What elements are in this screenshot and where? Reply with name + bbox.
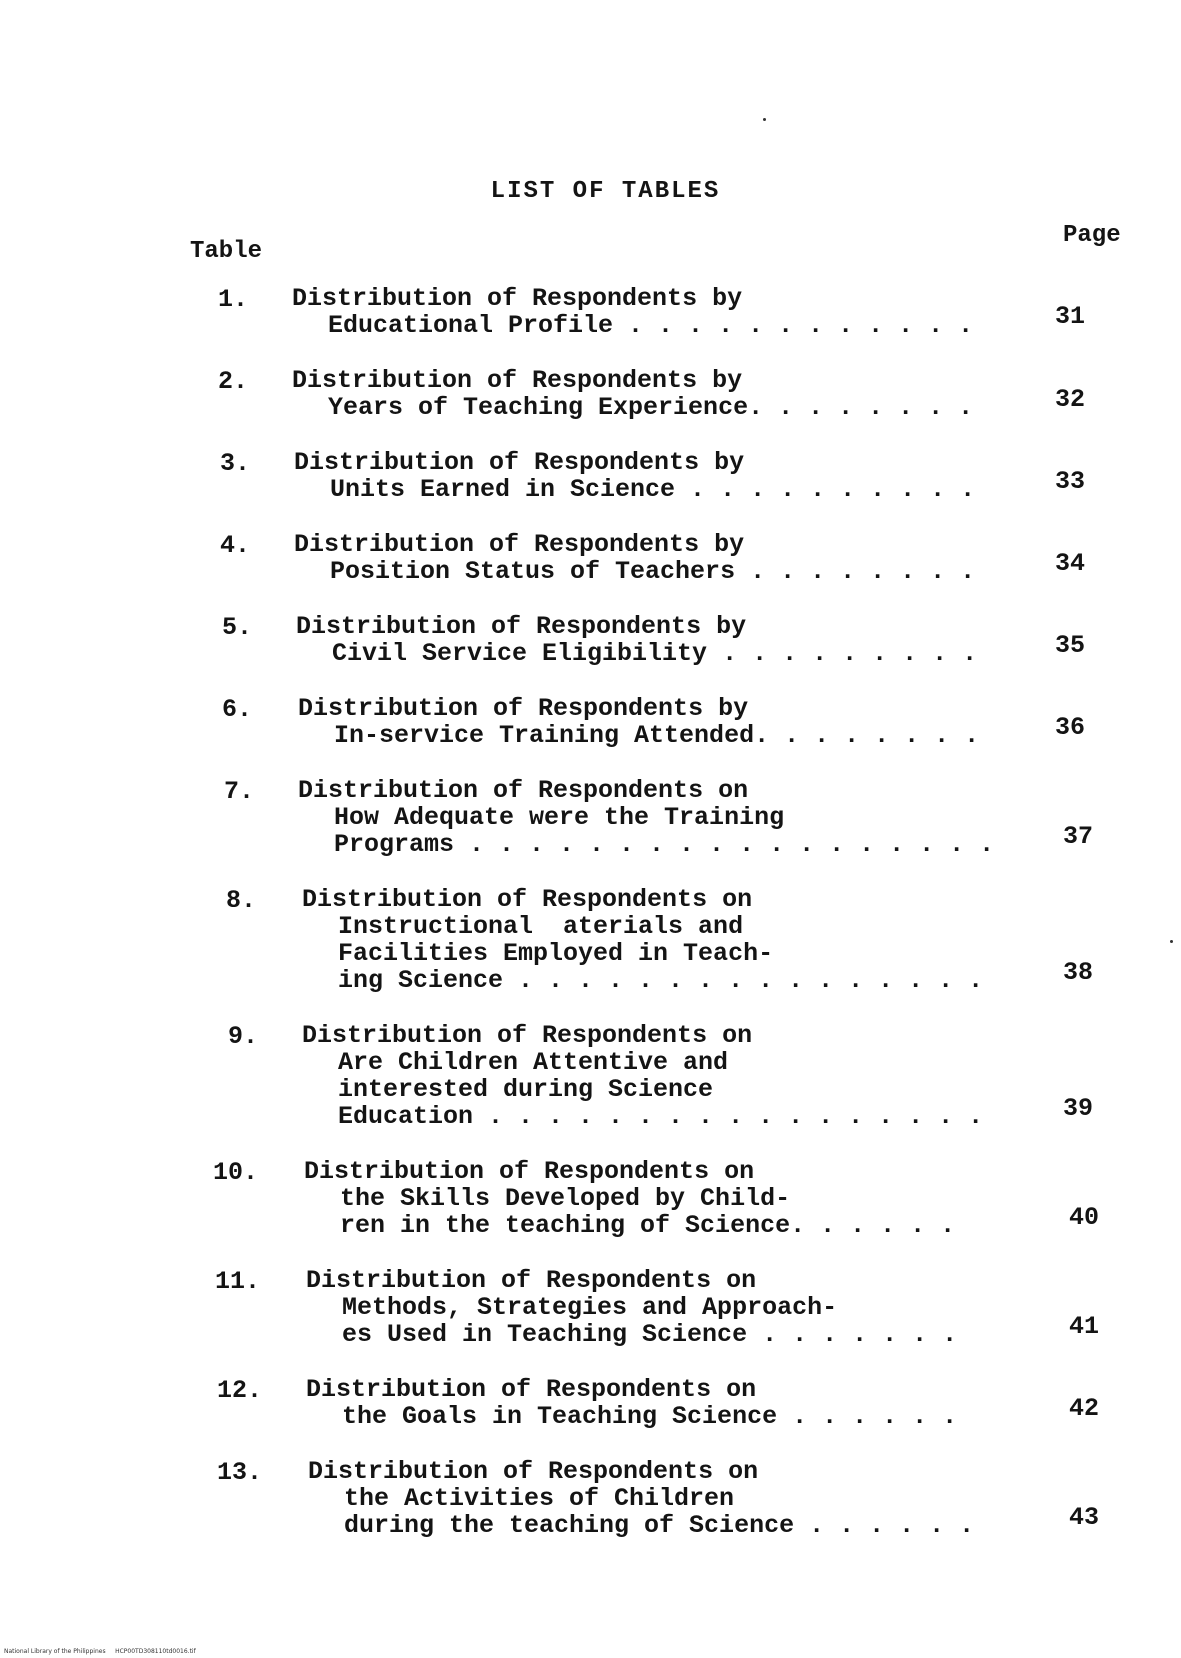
page-number: 39 bbox=[1062, 1094, 1093, 1123]
table-number: 6. bbox=[221, 695, 252, 724]
caption-line: Methods, Strategies and Approach- bbox=[342, 1293, 838, 1322]
page-number: 43 bbox=[1068, 1503, 1099, 1532]
page-number: 33 bbox=[1054, 467, 1085, 496]
caption-line: Distribution of Respondents on bbox=[304, 1157, 755, 1186]
caption-line: Distribution of Respondents on bbox=[298, 776, 749, 805]
page-column-header: Page bbox=[1063, 222, 1121, 249]
page-number: 32 bbox=[1054, 385, 1085, 414]
table-column-header: Table bbox=[190, 238, 263, 265]
table-number: 8. bbox=[225, 886, 256, 915]
table-caption bbox=[298, 777, 994, 858]
caption-line: Position Status of Teachers . . . . . . . . bbox=[330, 557, 976, 586]
page-number: 42 bbox=[1068, 1394, 1099, 1423]
table-number: 3. bbox=[219, 449, 250, 478]
page-number: 31 bbox=[1054, 302, 1085, 331]
table-number: 12. bbox=[216, 1376, 262, 1405]
page-number: 34 bbox=[1054, 549, 1085, 578]
page-number: 36 bbox=[1054, 713, 1085, 742]
caption-line: Distribution of Respondents on bbox=[306, 1266, 757, 1295]
table-number: 2. bbox=[217, 367, 248, 396]
caption-line: Distribution of Respondents by bbox=[292, 284, 743, 313]
page-number: 38 bbox=[1062, 958, 1093, 987]
table-caption bbox=[298, 695, 979, 749]
caption-line: interested during Science bbox=[338, 1075, 714, 1104]
caption-line: Are Children Attentive and bbox=[338, 1048, 729, 1077]
table-caption bbox=[296, 613, 977, 667]
caption-line: the Goals in Teaching Science . . . . . . bbox=[342, 1402, 958, 1431]
page-number: 40 bbox=[1068, 1203, 1099, 1232]
table-caption bbox=[292, 367, 973, 421]
caption-line: Instructional aterials and bbox=[338, 912, 744, 941]
caption-line: ing Science . . . . . . . . . . . . . . . . bbox=[338, 966, 984, 995]
table-caption bbox=[292, 285, 973, 339]
caption-line: es Used in Teaching Science . . . . . . . bbox=[342, 1320, 958, 1349]
table-caption bbox=[304, 1158, 955, 1239]
caption-line: during the teaching of Science . . . . . . bbox=[344, 1511, 975, 1540]
scan-footer: National Library of the Philippines HCP00TD308110td0016.tif bbox=[4, 1648, 196, 1655]
caption-line: Distribution of Respondents by bbox=[292, 366, 743, 395]
caption-line: the Activities of Children bbox=[344, 1484, 735, 1513]
table-number: 9. bbox=[227, 1022, 258, 1051]
caption-line: Distribution of Respondents by bbox=[294, 530, 745, 559]
table-number: 5. bbox=[221, 613, 252, 642]
caption-line: ren in the teaching of Science. . . . . . bbox=[340, 1211, 956, 1240]
caption-line: Educational Profile . . . . . . . . . . . . bbox=[328, 311, 974, 340]
table-caption bbox=[302, 1022, 983, 1130]
table-number: 1. bbox=[217, 285, 248, 314]
caption-line: How Adequate were the Training bbox=[334, 803, 785, 832]
caption-line: Facilities Employed in Teach- bbox=[338, 939, 774, 968]
caption-line: Distribution of Respondents on bbox=[302, 1021, 753, 1050]
caption-line: Distribution of Respondents on bbox=[302, 885, 753, 914]
caption-line: the Skills Developed by Child- bbox=[340, 1184, 791, 1213]
page-number: 41 bbox=[1068, 1312, 1099, 1341]
table-caption bbox=[308, 1458, 974, 1539]
caption-line: Units Earned in Science . . . . . . . . . . bbox=[330, 475, 976, 504]
page-number: 35 bbox=[1054, 631, 1085, 660]
table-number: 13. bbox=[216, 1458, 262, 1487]
table-caption bbox=[306, 1267, 957, 1348]
caption-line: Civil Service Eligibility . . . . . . . . . bbox=[332, 639, 978, 668]
caption-line: Years of Teaching Experience. . . . . . . . bbox=[328, 393, 974, 422]
table-number: 4. bbox=[219, 531, 250, 560]
table-caption bbox=[306, 1376, 957, 1430]
caption-line: In-service Training Attended. . . . . . . . bbox=[334, 721, 980, 750]
page-number: 37 bbox=[1062, 822, 1093, 851]
caption-line: Distribution of Respondents by bbox=[296, 612, 747, 641]
table-number: 7. bbox=[223, 777, 254, 806]
caption-line: Distribution of Respondents on bbox=[308, 1457, 759, 1486]
caption-line: Distribution of Respondents by bbox=[294, 448, 745, 477]
caption-line: Education . . . . . . . . . . . . . . . . . bbox=[338, 1102, 984, 1131]
page-title: LIST OF TABLES bbox=[490, 178, 721, 205]
caption-line: Distribution of Respondents by bbox=[298, 694, 749, 723]
table-caption bbox=[294, 531, 975, 585]
caption-line: Programs . . . . . . . . . . . . . . . . . . bbox=[334, 830, 995, 859]
table-number: 11. bbox=[214, 1267, 260, 1296]
table-number: 10. bbox=[212, 1158, 258, 1187]
scan-speck bbox=[1170, 940, 1173, 943]
table-caption bbox=[294, 449, 975, 503]
caption-line: Distribution of Respondents on bbox=[306, 1375, 757, 1404]
table-caption bbox=[302, 886, 983, 994]
scan-speck bbox=[763, 118, 766, 121]
